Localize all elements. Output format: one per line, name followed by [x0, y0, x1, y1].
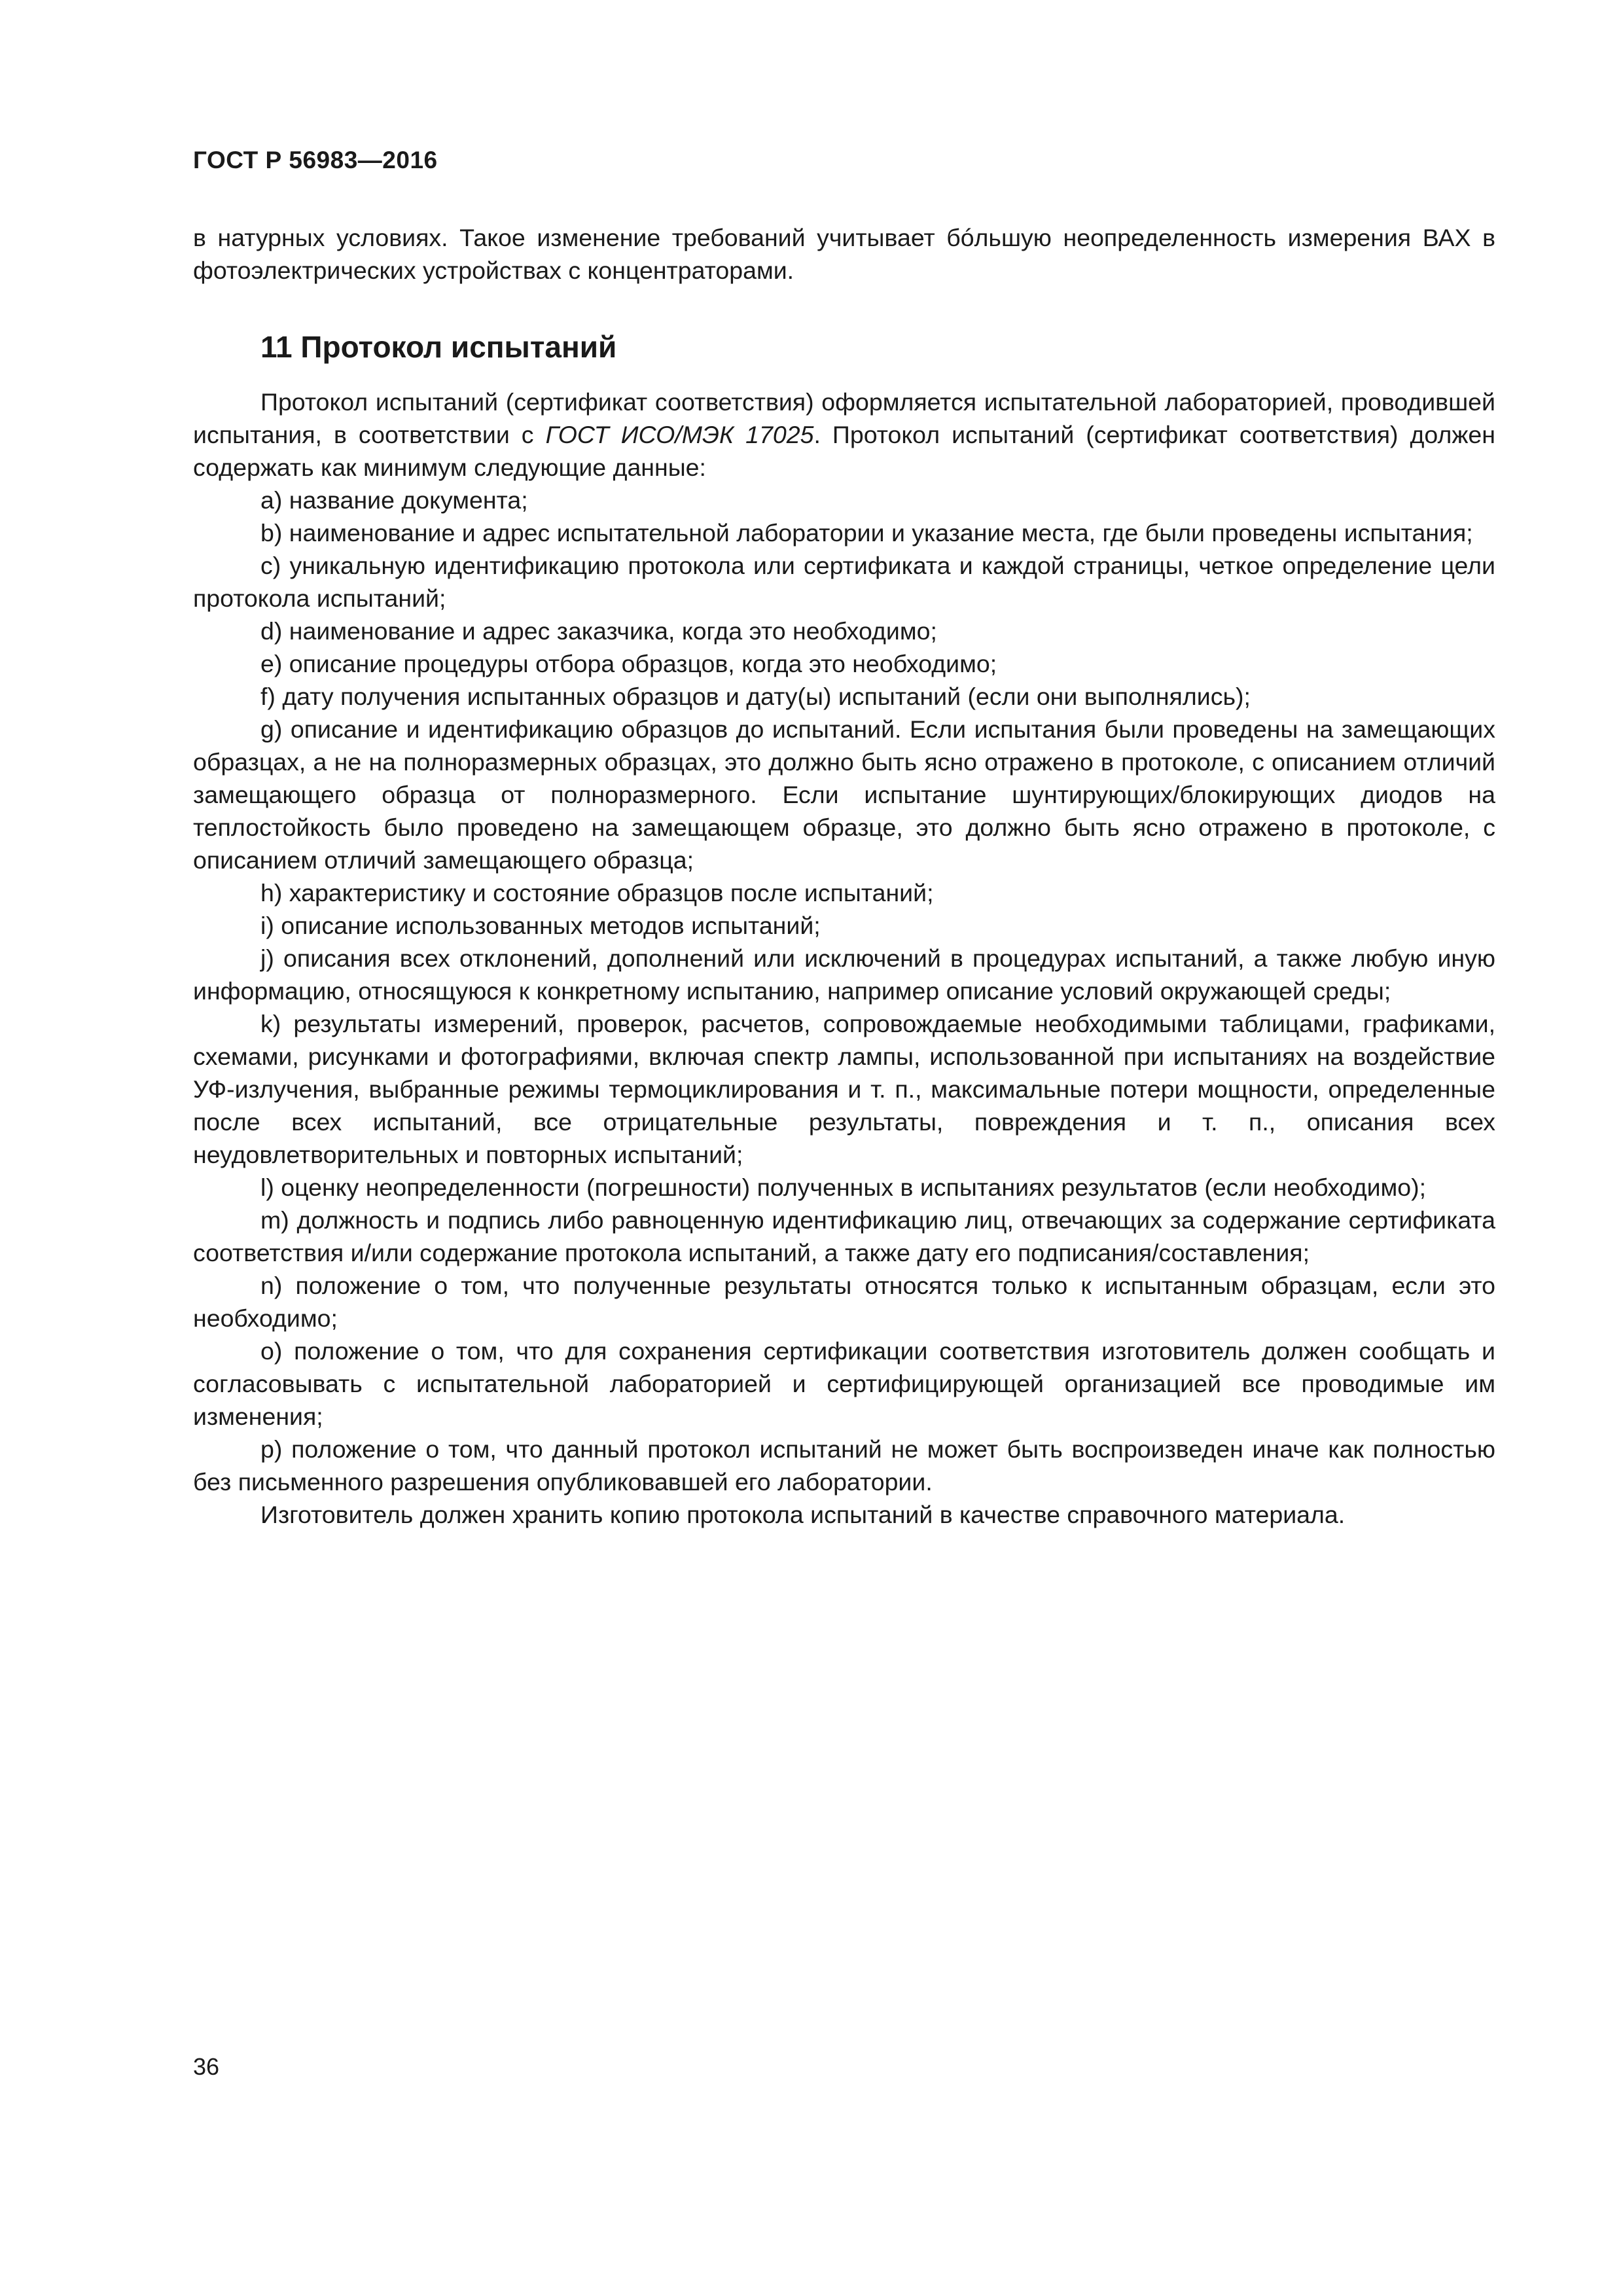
lead-text-end: . Протокол испытаний (сертификат соответствия) должен содержать как минимум следующие данные:: [193, 421, 1495, 481]
lead-paragraph: [193, 386, 1495, 484]
standard-code-header: ГОСТ Р 56983—2016: [193, 147, 438, 173]
list-item-i: i) описание использованных методов испытаний;: [260, 912, 821, 939]
section-body: [193, 386, 1495, 1531]
lead-text-start: Протокол испытаний (сертификат соответствия) оформляется испытательной лабораторией, проводившей испытания, в соответствии с: [193, 388, 1495, 448]
intro-text: в натурных условиях. Такое изменение требований учитывает бóльшую неопределенность измерения ВАХ в фотоэлектрических устройствах с концентраторами.: [193, 224, 1495, 284]
list-item-n: n) положение о том, что полученные результаты относятся только к испытанным образцам, если это необходимо;: [193, 1272, 1495, 1332]
list-item-p: p) положение о том, что данный протокол испытаний не может быть воспроизведен иначе как полностью без письменного разрешения опубликовавшей его лаборатории.: [193, 1435, 1495, 1496]
page-number: 36: [193, 2053, 220, 2080]
list-item-l: l) оценку неопределенности (погрешности) полученных в испытаниях результатов (если необходимо);: [260, 1174, 1427, 1201]
list-item-d: d) наименование и адрес заказчика, когда это необходимо;: [260, 617, 937, 645]
list-item-b: b) наименование и адрес испытательной лаборатории и указание места, где были проведены испытания;: [260, 519, 1473, 547]
list-item-j: j) описания всех отклонений, дополнений или исключений в процедурах испытаний, а также любую иную информацию, относящуюся к конкретному испытанию, например описание условий окружающей среды;: [193, 944, 1495, 1005]
list-item-o: o) положение о том, что для сохранения сертификации соответствия изготовитель должен сообщать и согласовывать с испытательной лабораторией и сертифицирующей организацией все проводимые им изменения;: [193, 1337, 1495, 1430]
list-item-g: g) описание и идентификацию образцов до испытаний. Если испытания были проведены на замещающих образцах, а не на полноразмерных образцах, это должно быть ясно отражено в протоколе, с описанием отличий замещающего образца от полноразмерного. Если испытание шунтирующих/блокирующих диодов на теплостойкость было проведено на замещающем образце, это должно быть ясно отражено в протоколе, с описанием отличий замещающего образца;: [193, 715, 1495, 874]
list-item-c: c) уникальную идентификацию протокола или сертификата и каждой страницы, четкое определение цели протокола испытаний;: [193, 552, 1495, 612]
list-item-k: k) результаты измерений, проверок, расчетов, сопровождаемые необходимыми таблицами, графиками, схемами, рисунками и фотографиями, включая спектр лампы, использованной при испытаниях на воздействие УФ-излучения, выбранные режимы термоциклирования и т. п., максимальные потери мощности, определенные после всех испытаний, все отрицательные результаты, повреждения и т. п., описания всех неудовлетворительных и повторных испытаний;: [193, 1010, 1495, 1168]
list-item-m: m) должность и подпись либо равноценную идентификацию лиц, отвечающих за содержание сертификата соответствия и/или содержание протокола испытаний, а также дату его подписания/составления;: [193, 1206, 1495, 1266]
list-item-f: f) дату получения испытанных образцов и дату(ы) испытаний (если они выполнялись);: [260, 683, 1251, 710]
section-title: 11 Протокол испытаний: [260, 330, 617, 364]
closing-paragraph: Изготовитель должен хранить копию протокола испытаний в качестве справочного материала.: [260, 1501, 1346, 1528]
standard-reference: ГОСТ ИСО/МЭК 17025: [545, 421, 814, 448]
list-item-e: e) описание процедуры отбора образцов, когда это необходимо;: [260, 650, 997, 677]
intro-paragraph: [193, 221, 1495, 287]
list-item-h: h) характеристику и состояние образцов после испытаний;: [260, 879, 934, 906]
list-item-a: а) название документа;: [260, 486, 528, 514]
